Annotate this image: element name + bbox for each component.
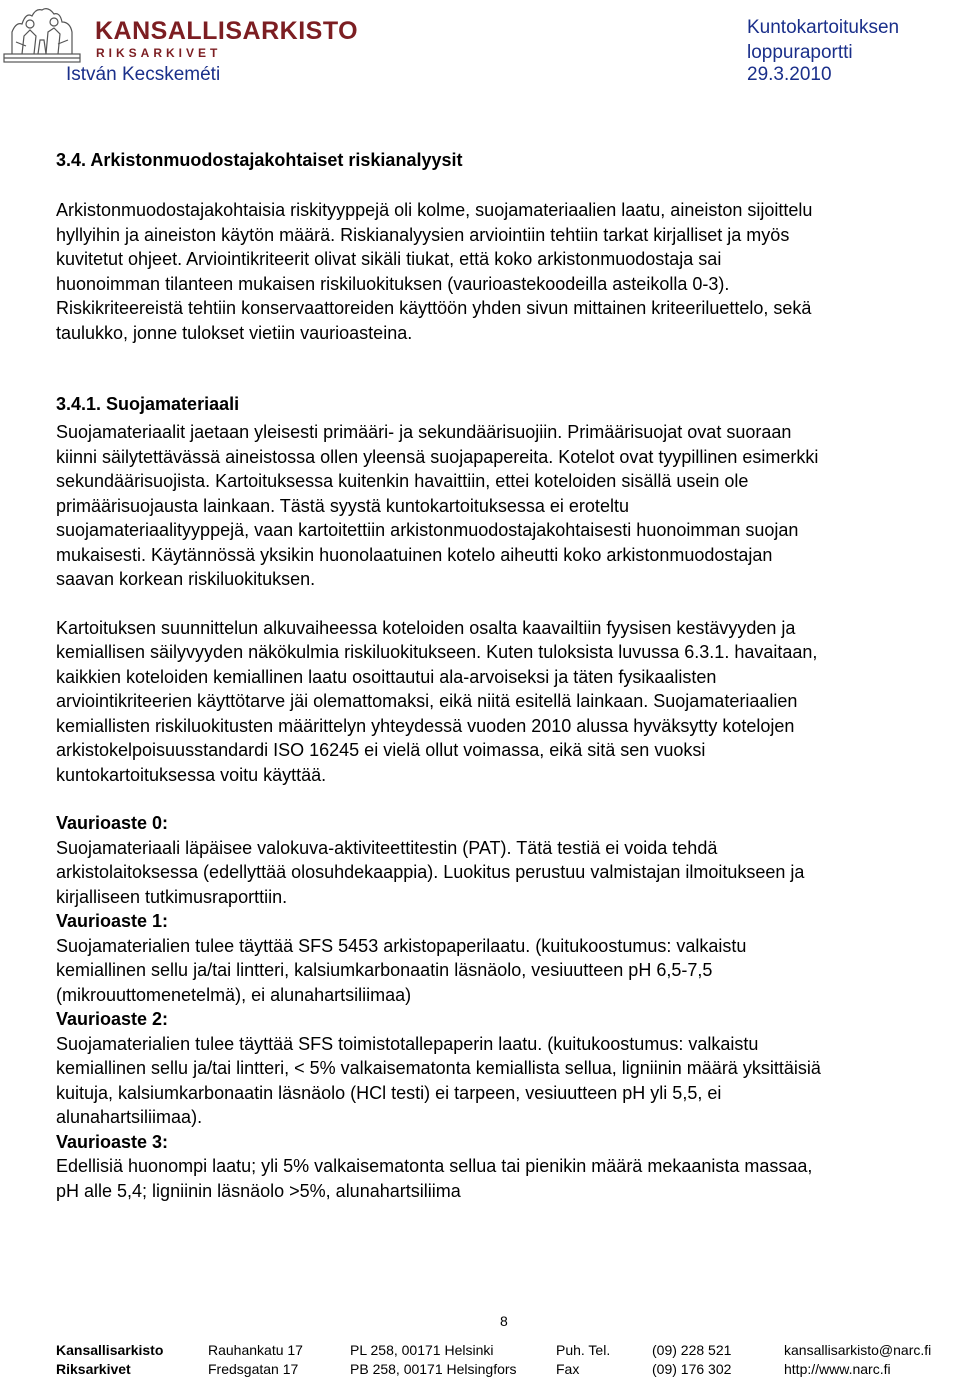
author-name: István Kecskeméti	[66, 64, 221, 85]
document-title-line: loppuraportti	[747, 42, 853, 63]
footer-phone-label: Puh. Tel.	[556, 1342, 611, 1358]
footer-fax-label: Fax	[556, 1361, 580, 1377]
text-line: hyllyihin ja aineiston käytön määrä. Riskianalyysien arviointiin tehtiin tarkat kirjalliset ja myös	[56, 224, 790, 245]
footer-row	[56, 1361, 956, 1380]
footer-street-address: Fredsgatan 17	[208, 1361, 299, 1377]
text-line: Suojamateriaalit jaetaan yleisesti primääri- ja sekundäärisuojiin. Primäärisuojat ovat suoraan	[56, 422, 792, 442]
text-line: Riskikriteereistä tehtiin konservaattoreiden käyttöön yhden sivun mittainen kriteeriluettelo, sekä	[56, 298, 812, 318]
text-line: kemiallisten riskiluokitusten määrittelyn yhteydessä vuoden 2010 alussa hyväksytty kotelojen	[56, 715, 795, 736]
page-number: 8	[500, 1313, 508, 1329]
grade-1-block	[56, 909, 936, 1007]
footer-row	[56, 1342, 956, 1361]
archive-emblem-icon	[2, 2, 82, 66]
text-line: arkistokelpoisuusstandardi ISO 16245 ei vielä ollut voimassa, eikä sitä sen vuoksi	[56, 740, 706, 760]
footer-org-name: Kansallisarkisto	[56, 1342, 164, 1358]
text-line: Edellisiä huonompi laatu; yli 5% valkaisematonta sellua tai pienikin määrä mekaanista massaa,	[56, 1156, 813, 1176]
text-line: Suojamaterialien tulee täyttää SFS 5453 arkistopaperilaatu. (kuitukoostumus: valkaistu	[56, 935, 747, 956]
text-line: alunahartsiliimaa).	[56, 1107, 203, 1127]
footer-street-address: Rauhankatu 17	[208, 1342, 303, 1358]
text-line: saavan korkean riskiluokituksen.	[56, 569, 316, 589]
footer-postal-address: PB 258, 00171 Helsingfors	[350, 1361, 517, 1377]
footer-website: http://www.narc.fi	[784, 1361, 891, 1377]
grade-2-block	[56, 1007, 936, 1130]
logo-wordmark: KANSALLISARKISTO	[95, 17, 359, 45]
text-line: kuntokartoituksessa voitu käyttää.	[56, 764, 327, 785]
text-line: kemiallisen säilyvyyden näkökulmia riskiluokitukseen. Kuten tuloksista luvussa 6.3.1. havaitaan,	[56, 642, 818, 662]
text-line: Kartoituksen suunnittelun alkuvaiheessa koteloiden osalta kaavailtiin fyysisen kestävyyden ja	[56, 617, 796, 638]
text-line: huonoimman tilanteen mukaisen riskiluokituksen (vaurioastekoodeilla asteikolla 0-3).	[56, 273, 730, 294]
subsection-heading: 3.4.1. Suojamateriaali	[56, 394, 240, 414]
text-line: suojamateriaalityyppejä, vaan kartoitettiin arkistonmuodostajakohtaisesti huonoimman suojan	[56, 520, 799, 540]
document-date: 29.3.2010	[747, 64, 832, 85]
footer-email: kansallisarkisto@narc.fi	[784, 1342, 932, 1358]
section-intro-paragraph	[56, 198, 936, 345]
text-line: kirjalliseen tutkimusraporttiin.	[56, 886, 288, 907]
grade-label: Vaurioaste 1:	[56, 911, 169, 931]
grade-label: Vaurioaste 0:	[56, 813, 169, 833]
footer-fax-number: (09) 176 302	[652, 1361, 732, 1377]
grade-label: Vaurioaste 3:	[56, 1131, 169, 1152]
section-heading: 3.4. Arkistonmuodostajakohtaiset riskianalyysit	[56, 150, 463, 170]
text-line: Suojamateriaali läpäisee valokuva-aktiviteettitestin (PAT). Tätä testiä ei voida tehdä	[56, 837, 718, 858]
grade-3-block	[56, 1130, 936, 1204]
text-line: kiinni säilytettävässä aineistossa ollen yleensä suojapapereita. Kotelot ovat tyypillinen esimerkki	[56, 446, 819, 467]
document-title-line: Kuntokartoituksen	[747, 17, 900, 38]
text-line: primäärisuojausta lainkaan. Tästä syystä kuntokartoituksessa ei eroteltu	[56, 495, 629, 516]
text-line: kemiallinen sellu ja/tai lintteri, kalsiumkarbonaatin läsnäolo, vesiuutteen pH 6,5-7,5	[56, 960, 713, 980]
text-line: sekundäärisuojista. Kartoituksessa kuitenkin havaittiin, ettei koteloiden sisällä usein ole	[56, 471, 749, 491]
subsection-paragraph-2	[56, 616, 936, 788]
subsection-paragraph-1	[56, 420, 936, 592]
text-line: kuituja, kalsiumkarbonaatin läsnäolo (HCl testi) ei tarpeen, vesiuutteen pH yli 5,5, ei	[56, 1082, 722, 1103]
footer-postal-address: PL 258, 00171 Helsinki	[350, 1342, 494, 1358]
page-footer	[56, 1342, 956, 1380]
logo-subtitle: RIKSARKIVET	[96, 46, 222, 60]
text-line: (mikrouuttomenetelmä), ei alunahartsiliimaa)	[56, 984, 412, 1005]
grade-label: Vaurioaste 2:	[56, 1009, 169, 1029]
text-line: pH alle 5,4; ligniinin läsnäolo >5%, alunahartsiliima	[56, 1180, 461, 1201]
footer-phone-number: (09) 228 521	[652, 1342, 732, 1358]
text-line: arviointikriteerien käyttötarve jäi olemattomaksi, eikä niitä esitellä lainkaan. Suojamateriaalien	[56, 691, 798, 711]
document-body	[56, 148, 936, 1203]
text-line: Suojamaterialien tulee täyttää SFS toimistotallepaperin laatu. (kuitukoostumus: valkaistu	[56, 1033, 759, 1054]
text-line: arkistolaitoksessa (edellyttää olosuhdekaappia). Luokitus perustuu valmistajan ilmoitukseen ja	[56, 862, 805, 882]
text-line: mukaisesti. Käytännössä yksikin huonolaatuinen kotelo aiheutti koko arkistonmuodostajan	[56, 544, 773, 565]
text-line: kaikkien koteloiden kemiallinen laatu osoittautui ala-arvoiseksi ja täten fysikaalisten	[56, 666, 717, 687]
text-line: taulukko, jonne tulokset vietiin vaurioasteina.	[56, 322, 413, 343]
footer-org-name: Riksarkivet	[56, 1361, 131, 1377]
document-title	[747, 15, 947, 65]
text-line: kuvitetut ohjeet. Arviointikriteerit olivat sikäli tiukat, että koko arkistonmuodostaja sai	[56, 249, 722, 269]
grade-0-block	[56, 811, 936, 909]
text-line: kemiallinen sellu ja/tai lintteri, < 5% valkaisematonta kemiallista sellua, ligniinin määrä yksittäisiä	[56, 1058, 821, 1078]
text-line: Arkistonmuodostajakohtaisia riskityyppejä oli kolme, suojamateriaalien laatu, aineiston sijoittelu	[56, 200, 813, 220]
